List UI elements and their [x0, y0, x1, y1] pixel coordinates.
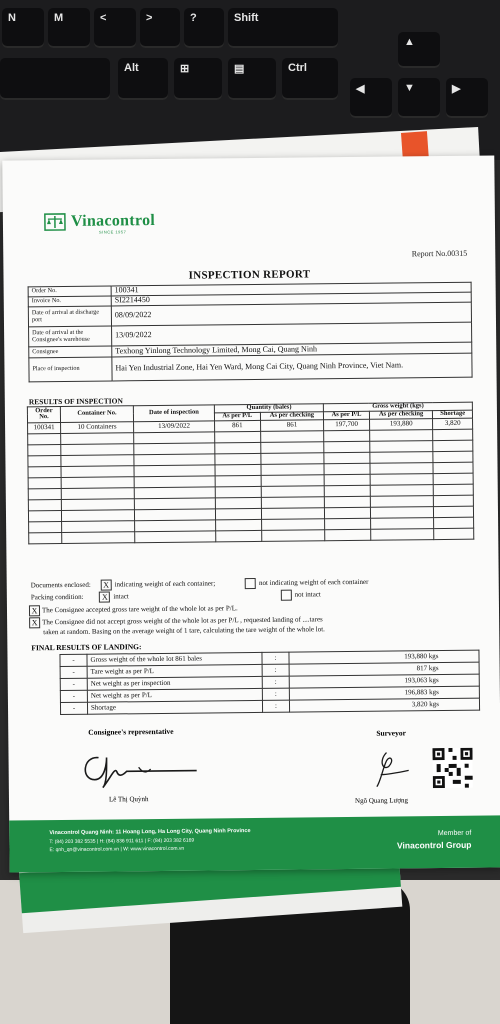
table-row: - Shortage : 3,820 kgs: [60, 698, 479, 714]
cell: 193,880: [369, 418, 433, 430]
footer-group: Vinacontrol Group: [396, 839, 472, 851]
page-title: INSPECTION REPORT: [188, 268, 311, 282]
surveyor-name: Ngô Quang Lượng: [354, 796, 409, 805]
info-value: Texhong Yinlong Technology Limited, Mong Cai, Quang Ninh: [112, 342, 472, 357]
info-label: Place of inspection: [29, 357, 112, 382]
statement-accepted: [29, 603, 238, 616]
accepted-checkbox[interactable]: X: [29, 605, 40, 616]
packing-condition-label: Packing condition:: [30, 592, 84, 602]
info-value: 13/09/2022: [112, 322, 472, 346]
col-qty-pl: As per P/L: [214, 412, 260, 420]
footer-member-of: Member of: [437, 829, 472, 838]
cell: Shortage: [87, 700, 262, 714]
key-m[interactable]: M: [48, 8, 90, 48]
footer-email: E: qnh_qn@vinacontrol.com.vn | W: www.vinacontrol.com.vn: [49, 845, 185, 854]
qr-code-icon: [432, 748, 472, 788]
info-label: Date of arrival at discharge port: [28, 306, 111, 327]
col-date: Date of inspection: [133, 405, 214, 421]
inspection-report-document: [2, 155, 500, 872]
table-row: - Gross weight of the whole lot 861 bales : 193,880 kgs: [60, 650, 479, 666]
cell: 861: [215, 420, 261, 431]
table-row: - Tare weight as per P/L : 817 kgs: [60, 662, 479, 678]
consignee-rep-label: Consignee's representative: [88, 726, 174, 737]
footer-address: Vinacontrol Quang Ninh: 11 Hoang Long, Ha Long City, Quang Ninh Province: [49, 828, 251, 837]
key-period[interactable]: >: [140, 8, 180, 48]
docs-not-indicating-checkbox[interactable]: [245, 578, 256, 589]
arrow-left-key-icon[interactable]: ◀: [350, 78, 392, 118]
windows-key-icon[interactable]: ⊞: [174, 58, 222, 100]
packing-intact-label: intact: [113, 592, 129, 601]
cell: 193,063 kgs: [289, 674, 479, 688]
table-row: - Net weight as per P/L : 196,883 kgs: [60, 686, 479, 702]
cell: Net weight as per P/L: [87, 688, 262, 702]
packing-intact-checkbox[interactable]: X: [99, 591, 110, 602]
menu-key-icon[interactable]: ▤: [228, 58, 276, 100]
cell: 100341: [28, 422, 61, 433]
logo-since: SINCE 1957: [99, 229, 127, 235]
scale-logo-icon: [43, 212, 67, 232]
key-slash[interactable]: ?: [184, 8, 224, 48]
final-results-table: [59, 650, 480, 715]
surveyor-signature-icon: [364, 750, 414, 791]
results-table: [27, 402, 474, 544]
cell: 196,883 kgs: [289, 686, 479, 700]
arrow-down-key-icon[interactable]: ▼: [398, 78, 440, 118]
col-qty-checking: As per checking: [260, 412, 324, 420]
docs-indicating-label: indicating weight of each container;: [114, 579, 216, 589]
packing-not-intact-checkbox[interactable]: [281, 590, 292, 601]
col-gross: Gross weight (kgs): [324, 402, 473, 411]
info-label: Invoice No.: [28, 296, 111, 307]
key-shift[interactable]: Shift: [228, 8, 338, 48]
info-value: 100341: [111, 282, 471, 296]
arrow-right-key-icon[interactable]: ▶: [446, 78, 488, 118]
documents-enclosed-label: Documents enclosed:: [30, 580, 91, 590]
cell: 861: [260, 419, 324, 431]
results-heading: RESULTS OF INSPECTION: [28, 396, 123, 407]
info-label: Order No.: [28, 286, 111, 297]
cell: 3,820 kgs: [289, 698, 479, 712]
arrow-up-key-icon[interactable]: ▲: [398, 32, 440, 68]
footer-phone: T: (84) 203 382 5535 | H: (84) 836 911 611 | F: (84) 203 382 6169: [49, 837, 195, 846]
cell: :: [262, 664, 289, 676]
logo-text: Vinacontrol: [70, 211, 156, 230]
cell: Gross weight of the whole lot 861 bales: [87, 652, 262, 666]
table-row: - Net weight as per inspection : 193,063 kgs: [60, 674, 479, 690]
info-value: Hai Yen Industrial Zone, Hai Yen Ward, Mong Cai City, Quang Ninh Province, Viet Nam.: [112, 353, 472, 381]
report-number: Report No.00315: [411, 248, 468, 259]
packing-condition-row: [31, 589, 321, 603]
consignee-name: Lê Thị Quỳnh: [108, 795, 149, 804]
col-quantity: Quantity (bales): [214, 404, 323, 413]
cell: Net weight as per inspection: [87, 676, 262, 690]
final-results-heading: FINAL RESULTS OF LANDING:: [31, 642, 142, 653]
statement-not-accepted-cont: taken at random. Basing on the average weight of 1 tare, calculating the tare weight of the whole lot.: [43, 625, 325, 637]
col-gross-checking: As per checking: [369, 410, 433, 418]
col-order: Order No.: [27, 407, 60, 423]
key-alt[interactable]: Alt: [118, 58, 168, 100]
not-accepted-checkbox[interactable]: X: [29, 617, 40, 628]
key-ctrl[interactable]: Ctrl: [282, 58, 338, 100]
cell: :: [262, 676, 289, 688]
cell: :: [262, 688, 289, 700]
document-footer: [9, 815, 500, 872]
info-label: Date of arrival at the Consignee's warehouse: [29, 326, 112, 347]
cell: :: [262, 652, 289, 664]
cell: 10 Containers: [61, 421, 134, 433]
cell: Tare weight as per P/L: [87, 664, 262, 678]
info-value: SI2214450: [111, 292, 471, 306]
cell: 197,700: [324, 419, 370, 430]
col-gross-pl: As per P/L: [324, 411, 370, 419]
info-label: Consignee: [29, 346, 112, 358]
surveyor-label: Surveyor: [376, 728, 406, 738]
info-value: 08/09/2022: [111, 302, 471, 326]
statement-text: The Consignee accepted gross tare weight of the whole lot as per P/L.: [41, 604, 238, 615]
key-space[interactable]: [0, 58, 110, 100]
cell: :: [262, 700, 289, 712]
consignee-signature-icon: [76, 748, 206, 789]
col-shortage: Shortage: [433, 410, 473, 418]
docs-indicating-checkbox[interactable]: X: [101, 579, 112, 590]
col-container: Container No.: [60, 406, 133, 422]
cell: 3,820: [433, 418, 473, 429]
cell: 13/09/2022: [134, 421, 215, 433]
key-n[interactable]: N: [2, 8, 44, 48]
docs-not-indicating-label: not indicating weight of each container: [258, 577, 369, 588]
cell: 193,880 kgs: [289, 650, 479, 664]
order-info-table: [28, 282, 473, 383]
statement-text: The Consignee did not accept gross weight of the whole lot as per P/L , requested landing of ....tares: [42, 615, 323, 627]
cell: 817 kgs: [289, 662, 479, 676]
packing-not-intact-label: not intact: [294, 590, 321, 599]
key-comma[interactable]: <: [94, 8, 136, 48]
